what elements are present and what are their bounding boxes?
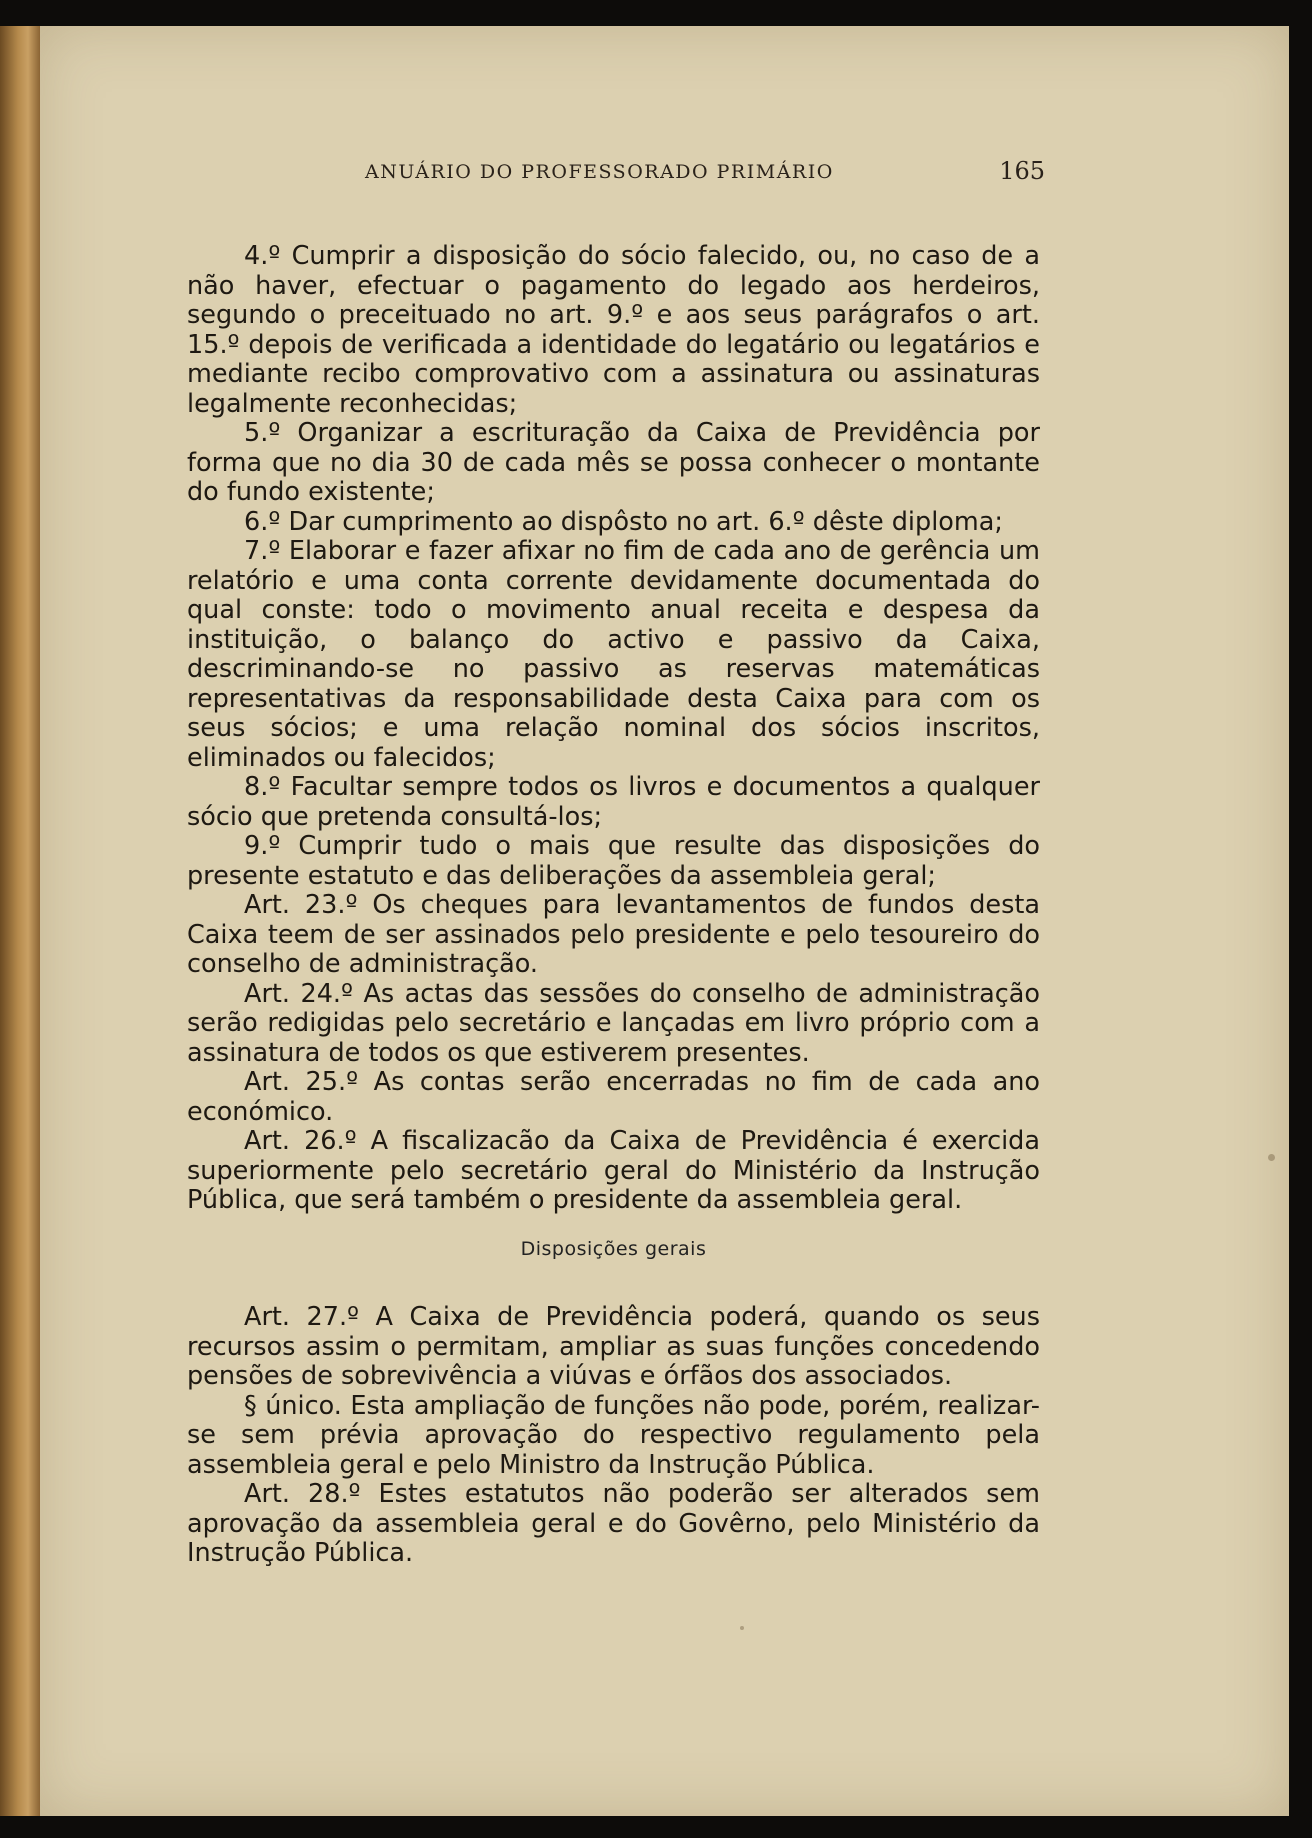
paragraph-art-27: Art. 27.º A Caixa de Previdência poderá, quando os seus recursos assim o permitam, ampliar as suas funções concedendo pensões de sobrevivência a viúvas e órfãos dos associados. <box>187 1302 1040 1391</box>
running-header <box>325 157 1045 189</box>
paragraph-item-6: 6.º Dar cumprimento ao dispôsto no art. 6.º dêste diploma; <box>244 506 1003 537</box>
paragraph-art-23: Art. 23.º Os cheques para levantamentos de fundos desta Caixa teem de ser assinados pelo presidente e pelo tesoureiro do conselho de administração. <box>187 890 1040 979</box>
paper-spot <box>1268 1154 1275 1161</box>
paragraph-item-5: 5.º Organizar a escrituração da Caixa de Previdência por forma que no dia 30 de cada mês se possa conhecer o montante do fundo existente; <box>187 418 1040 507</box>
paragraph-art-26: Art. 26.º A fiscalizacão da Caixa de Previdência é exercida superiormente pelo secretário geral do Ministério da Instrução Pública, que será também o presidente da assembleia geral. <box>187 1126 1040 1215</box>
scan-border <box>1289 26 1312 1816</box>
paragraph-item-4: 4.º Cumprir a disposição do sócio falecido, ou, no caso de a não haver, efectuar o pagamento do legado aos herdeiros, segundo o preceituado no art. 9.º e aos seus parágrafos o art. 15.º depois de verificada a identidade do legatário ou legatários e mediante recibo comprovativo com a assinatura ou assinaturas legalmente reconhecidas; <box>187 241 1040 419</box>
body-text-bottom <box>187 1303 1040 1569</box>
paragraph-art-25: Art. 25.º As contas serão encerradas no fim de cada ano económico. <box>187 1067 1040 1127</box>
paragraph-art-24: Art. 24.º As actas das sessões do conselho de administração serão redigidas pelo secretário e lançadas em livro próprio com a assinatura de todos os que estiverem presentes. <box>187 978 1040 1068</box>
paragraph-item-8: 8.º Facultar sempre todos os livros e documentos a qualquer sócio que pretenda consultá-los; <box>187 772 1040 832</box>
paper-spot <box>740 1626 744 1630</box>
paragraph-paragrafo-unico: § único. Esta ampliação de funções não pode, porém, realizar-se sem prévia aprovação do respectivo regulamento pela assembleia geral e pelo Ministro da Instrução Pública. <box>187 1390 1040 1480</box>
body-text-top <box>187 242 1040 1216</box>
paragraph-item-9: 9.º Cumprir tudo o mais que resulte das disposições do presente estatuto e das deliberações da assembleia geral; <box>187 831 1040 891</box>
section-heading: Disposições gerais <box>520 1238 707 1260</box>
paragraph-art-28: Art. 28.º Estes estatutos não poderão ser alterados sem aprovação da assembleia geral e do Govêrno, pelo Ministério da Instrução Pública. <box>187 1479 1040 1568</box>
paragraph-item-7: 7.º Elaborar e fazer afixar no fim de cada ano de gerência um relatório e uma conta corrente devidamente documentada do qual conste: todo o movimento anual receita e despesa da instituição, o balanço do activo e passivo da Caixa, descriminando-se no passivo as reservas matemáticas representativas da responsabilidade desta Caixa para com os seus sócios; e uma relação nominal dos sócios inscritos, eliminados ou falecidos; <box>187 536 1040 773</box>
running-title: ANUÁRIO DO PROFESSORADO PRIMÁRIO <box>365 161 834 183</box>
book-binding-edge <box>0 26 40 1816</box>
page-number: 165 <box>999 157 1045 185</box>
